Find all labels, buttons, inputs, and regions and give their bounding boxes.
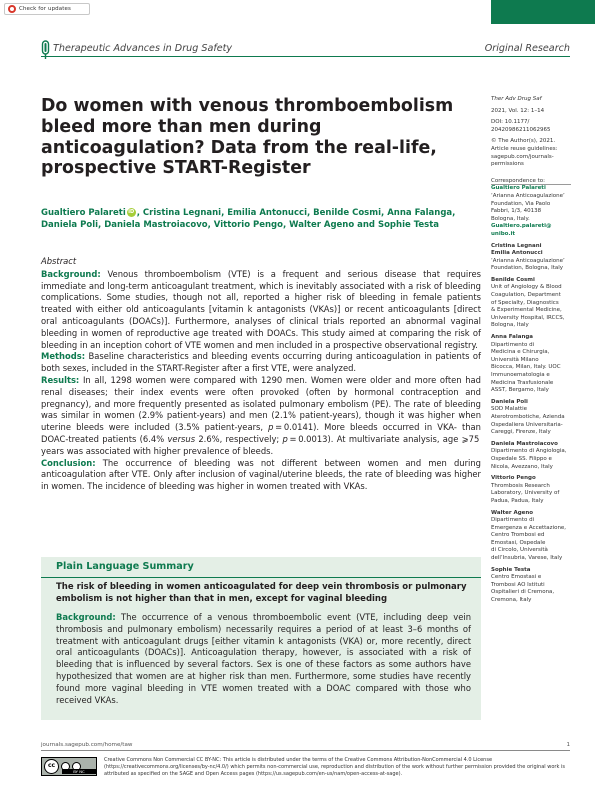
plain-language-body [56,612,471,706]
affiliation-line: Dipartimento di Angiologia, [491,448,567,455]
results-text: = 0.0013). At multivariate analysis, age ⩾75 years was associated with higher prevalence of bleeds. [41,433,482,456]
p-symbol: p [282,433,288,444]
sidebar-author-name: Sophie Testa [491,566,531,573]
sidebar-author-name: Walter Ageno [491,509,534,516]
versus-word: versus [167,433,196,444]
abstract-conclusion [41,458,481,493]
article-title: Do women with venous thromboembolism bleed more than men during anticoagulation? Data from the real-life, prospective START-Register [41,96,454,179]
affiliation-line: Immunoematologia e [491,372,550,378]
orcid-icon[interactable]: iD [128,209,135,215]
affiliation-line: Aterotrombotiche, Azienda [491,413,565,420]
affiliation-line: Ospedale SS. Filippo e [491,455,552,462]
sidebar-author-name: Benilde Cosmi [491,276,535,283]
affiliation-line: Ospedaliera Universitaria- [491,421,563,428]
doi-value[interactable]: 20420986211062965 [491,126,551,133]
sidebar-divider [491,184,571,185]
affiliation-line: Laboratory, University of [491,490,560,497]
affiliation-line: Emergenza e Accettazione, [491,524,567,531]
affiliation-line: University Hospital, IRCCS, [491,314,565,321]
author-name[interactable]: Gualtiero Palareti [41,208,126,218]
affiliation-line: Foundation, Via Paolo [491,200,551,207]
journal-url[interactable]: journals.sagepub.com/home/taw [41,742,133,748]
reuse-link[interactable]: sagepub.com/journals- [491,153,554,160]
affiliation-line: Foundation, Bologna, Italy [491,265,564,272]
journal-abbreviation: Ther Adv Drug Saf [491,96,542,102]
p-symbol: p [268,422,274,433]
sidebar-author-name: Vittorio Pengo [491,475,536,482]
affiliation-line: Bologna, Italy [491,322,529,329]
background-label: Background: [41,268,101,279]
abstract [41,256,481,493]
affiliation-line: & Experimental Medicine, [491,307,562,314]
reuse-link[interactable]: permissions [491,161,524,168]
affiliation-line: Dipartimento di [491,341,535,348]
affiliation-line: Coagulation, Department [491,292,561,299]
check-updates-label: Check for updates [19,6,71,12]
results-text: = 0.0141). More bleeds occurred in VKA- than DOAC-treated patients (6.4% [41,422,481,444]
summary-background-text: The occurrence of a venous thromboembolic event (VTE, including deep vein thrombosis and pulmonary embolism) necessarily requires a period of at least 3–6 months of treatment with anticoagulant drugs [either vitamin k antagonists (VKA) or, more recently, direct oral anticoagulants (DOACs)]. Anticoagulation therapy, however, is associated with a risk of bleeding that is influenced by several factors. Sex is one of these factors as some authors have hypothesized that women are at higher risk than men. Furthermore, some studies have recently found more vaginal bleeding in VTE women treated with a DOAC compared with those who received VKAs. [56,612,471,705]
conclusion-text: The occurrence of bleeding was not different between women and men during anticoagulation after VTE. Only after inclusion of vaginal/uterine bleeds, the rate of bleeding was higher in women. The incidence of bleeding was higher in women treated with VKAs. [41,457,481,492]
affiliation-line: Centro Emostasi e [491,574,542,581]
affiliation-line: Thrombosis Research [491,482,550,489]
abstract-results [41,375,481,458]
affiliation-line: Cremona, Italy [491,597,532,604]
affiliation-line: Centro Trombosi ed [491,532,545,539]
sidebar-author-name: Anna Falanga [491,334,534,341]
header-rule [41,56,570,57]
article-info-sidebar [491,96,571,605]
affiliation-line: Università Milano [491,356,539,363]
conclusion-label: Conclusion: [41,457,96,468]
affiliation-line: Medicina Trasfusionale [491,379,554,386]
sidebar-author-name: Emilia Antonucci [491,250,543,257]
affiliation-line: Dipartimento di [491,517,535,524]
summary-background-label: Background: [56,612,116,622]
plain-language-summary-header [41,557,481,577]
affiliation-line: Fabbri, 1/3, 40138 [491,208,542,215]
affiliation-line: Padua, Padua, Italy [491,497,544,504]
background-text: Venous thromboembolism (VTE) is a frequent and serious disease that requires immediate and long-term anticoagulant treatment, which is inevitably associated with a risk of bleeding complications. Some studies, though not all, reported a higher risk of bleeding in female patients treated with either old anticoagulants [vitamin k antagonists (VKAs)] or recent anticoagulants [direct oral anticoagulants (DOACs)]. Furthermore, analyses of clinical trials reported an abnormal vaginal bleeding in women of reproductive age treated with DOACs. This study aimed at comparing the risk of bleeding in an inception cohort of VTE women and men included in a prospective observational registry. [41,268,481,350]
plain-language-summary-heading: Plain Language Summary [56,561,194,572]
affiliation-line: Ospitalieri di Cremona, [491,589,555,596]
journal-name: Therapeutic Advances in Drug Safety [53,43,233,54]
abstract-heading: Abstract [41,256,77,266]
affiliation-line: Careggi, Firenze, Italy [491,429,551,436]
results-text: 2.6%, respectively; [195,433,283,444]
reuse-guidelines: Article reuse guidelines: [491,145,558,152]
affiliation-line: Unit of Angiology & Blood [491,284,562,291]
page-number: 1 [566,742,570,748]
affiliation-line: Nicola, Avezzano, Italy [491,463,553,470]
author-list [41,207,461,232]
affiliation-line: ASST, Bergamo, Italy [491,387,549,394]
results-text: In all, 1298 women were compared with 1290 men. Women were older and more often had renal diseases; their index events were often provoked (often by hormonal contraception and pregnancy), and more frequently presented as isolated pulmonary embolism (PE). The rate of bleeding was similar in women (2.9% patient-years) and men (2.1% patient-years), though it was higher when uterine bleeds were included (3.5% patient-years, [41,374,481,433]
affiliation-line: Trombosi AO Istituti [491,581,545,588]
correspondence-email[interactable]: unibo.it [491,230,516,237]
license-text: Creative Commons Non Commercial CC BY-NC: This article is distributed under the terms of the Creative Commons Attribution-NonCommercial 4.0 License (https://creativecommons.org/licenses/by-nc/4.0/) which permits non-commercial use, reproduction and distribution of the work without further permission provided the original work is attributed as specified on the SAGE and Open Access pages (https://us.sagepub.com/en-us/nam/open-access-at-sage). [104,757,565,777]
correspondence-label: Correspondence to: [491,177,545,184]
affiliation-line: Bicocca, Milan, Italy. UOC [491,364,561,371]
creative-commons-badge[interactable] [41,757,97,776]
sidebar-author-name: Cristina Legnani [491,242,542,249]
summary-rule [41,577,481,578]
cc-icon: cc [44,759,59,774]
affiliation-line: ‘Arianna Anticoagulazione’ [491,257,565,264]
affiliation-line: Medicina e Chirurgia, [491,349,550,356]
methods-text: Baseline characteristics and bleeding events occurring during anticoagulation in patients of both sexes, included in the START-Register after a first VTE, were analyzed. [41,351,481,374]
correspondence-email[interactable]: Gualtiero.palareti@ [491,223,552,230]
volume-info: 2021, Vol. 12: 1–14 [491,107,545,114]
refresh-icon [8,5,16,13]
affiliation-line: SOD Malattie [491,406,528,413]
sidebar-author-name: Daniela Poli [491,398,528,405]
affiliation-line: Emostasi, Ospedale [491,539,546,546]
methods-label: Methods: [41,351,86,362]
affiliation-line: Bologna, Italy. [491,215,530,222]
article-type: Original Research [484,43,570,54]
plain-language-subtitle: The risk of bleeding in women anticoagulated for deep vein thrombosis or pulmonary embolism is not higher than that in men, except for vaginal bleeding [56,582,467,604]
correspondence-name: Gualtiero Palareti [491,185,546,192]
cc-license-label: BY NC [62,769,96,774]
sidebar-author-name: Daniela Mastroiacovo [491,440,558,447]
doi-label[interactable]: DOI: 10.1177/ [491,119,530,126]
copyright: © The Author(s), 2021. [491,138,556,145]
results-label: Results: [41,374,80,385]
affiliation-line: ‘Arianna Anticoagulazione’ [491,192,565,199]
affiliation-line: dell’Insubria, Varese, Italy [491,555,563,562]
abstract-background [41,269,481,352]
affiliation-line: of Specialty, Diagnostics [491,299,559,306]
affiliation-line: di Circolo, Università [491,547,548,554]
check-for-updates-badge[interactable] [4,3,90,15]
abstract-methods [41,351,481,375]
header-accent-block [491,0,595,24]
footer-rule [41,750,570,751]
author-names-rest: , Cristina Legnani, Emilia Antonucci, Benilde Cosmi, Anna Falanga, Daniela Poli, Daniela Mastroiacovo, Vittorio Pengo, Walter Ageno and Sophie Testa [41,208,456,231]
